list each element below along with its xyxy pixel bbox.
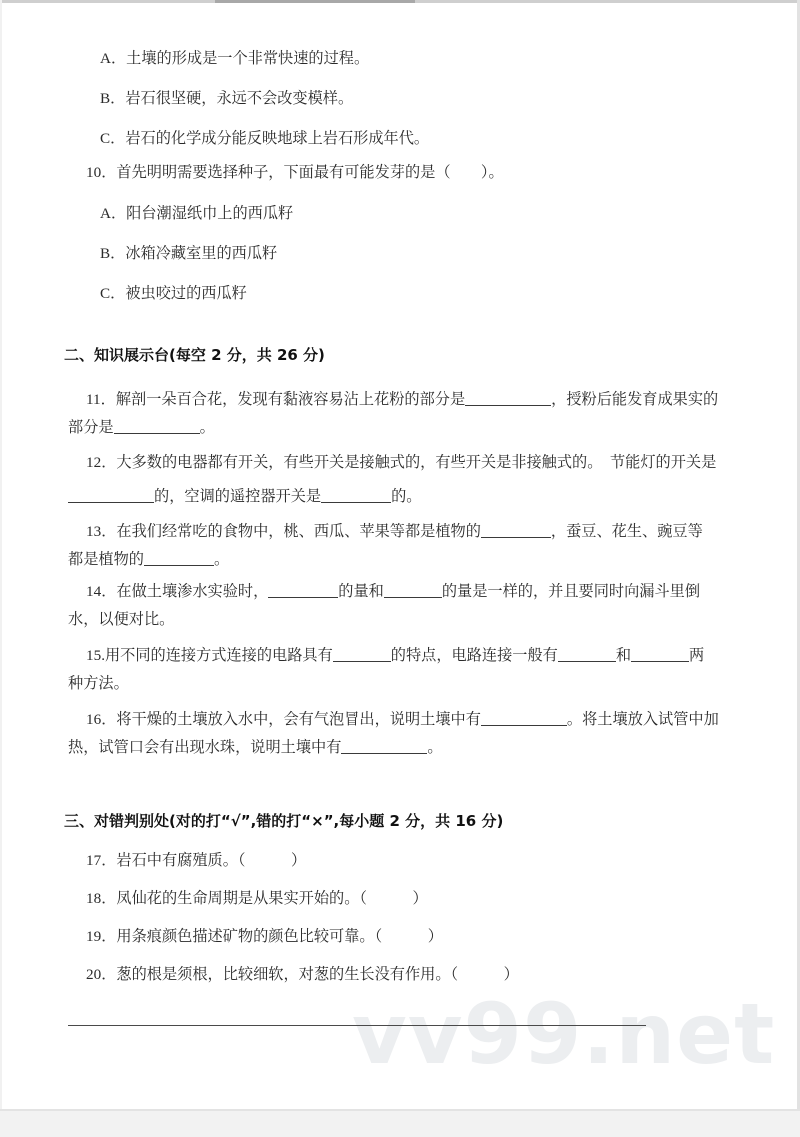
question-16-line1 [86, 709, 719, 730]
answer-blank[interactable] [114, 421, 200, 434]
option-item [100, 48, 369, 69]
watermark: vv99.net [352, 985, 776, 1083]
answer-blank[interactable] [481, 713, 567, 726]
question-13-line2 [68, 549, 229, 570]
page-edge-left [0, 0, 2, 1137]
question-text: ，蚕豆、花生、豌豆等 [550, 523, 703, 540]
question-number: 12． [86, 454, 117, 471]
answer-blank[interactable] [341, 741, 427, 754]
option-item [100, 128, 429, 149]
option-marker: A． [100, 205, 127, 222]
question-number: 19． [86, 928, 117, 945]
question-text: 葱的根是须根，比较细软，对葱的生长没有作用。（ ） [116, 966, 519, 983]
section-heading-2: 二、知识展示台(每空 2 分，共 26 分) [64, 346, 325, 364]
option-text: 冰箱冷藏室里的西瓜籽 [125, 245, 278, 262]
option-text: 岩石很坚硬，永远不会改变模样。 [125, 90, 354, 107]
question-number: 17． [86, 852, 117, 869]
option-text: 土壤的形成是一个非常快速的过程。 [126, 50, 370, 67]
question-text: 的量和 [338, 583, 384, 600]
question-10 [86, 162, 504, 183]
question-text: 的。 [391, 488, 422, 505]
question-number: 16． [86, 711, 117, 728]
question-text: 水，以便对比。 [68, 611, 175, 628]
question-text: 两 [689, 647, 705, 664]
question-text: ，授粉后能发育成果实的 [551, 391, 719, 408]
section-heading-3: 三、对错判别处(对的打“√”,错的打“×”,每小题 2 分，共 16 分) [64, 812, 504, 830]
question-text: 和 [615, 647, 632, 664]
answer-blank[interactable] [144, 553, 214, 566]
question-16-line2 [68, 737, 443, 758]
answer-blank[interactable] [321, 490, 391, 503]
question-text: 的量是一样的，并且要同时向漏斗里倒 [441, 583, 700, 600]
question-text: 大多数的电器都有开关，有些开关是接触式的，有些开关是非接触式的。 节能灯的开关是 [116, 454, 717, 471]
answer-blank[interactable] [481, 525, 551, 538]
question-number: 18． [86, 890, 117, 907]
question-text: 的，空调的遥控器开关是 [154, 488, 322, 505]
question-text: 种方法。 [68, 675, 129, 692]
answer-blank[interactable] [68, 490, 154, 503]
question-text: 用条痕颜色描述矿物的颜色比较可靠。（ ） [116, 928, 443, 945]
question-text: 解剖一朵百合花，发现有黏液容易沾上花粉的部分是 [115, 391, 466, 408]
question-12-line2 [68, 486, 421, 507]
question-20 [86, 964, 519, 985]
option-item [100, 203, 293, 224]
option-marker: B． [100, 90, 126, 107]
question-13-line1 [86, 521, 703, 542]
option-item [100, 88, 353, 109]
horizontal-rule [68, 1025, 646, 1026]
question-text: 在做土壤渗水实验时， [116, 583, 269, 600]
page-edge-bottom [0, 1111, 800, 1137]
question-17 [86, 850, 306, 871]
option-marker: A． [100, 50, 127, 67]
question-text: 在我们经常吃的食物中，桃、西瓜、苹果等都是植物的 [116, 523, 481, 540]
question-18 [86, 888, 428, 909]
question-text: 凤仙花的生命周期是从果实开始的。（ ） [116, 890, 428, 907]
question-text: 将干燥的土壤放入水中，会有气泡冒出，说明土壤中有 [116, 711, 481, 728]
question-text: 。将土壤放入试管中加 [566, 711, 719, 728]
question-number: 11． [86, 391, 116, 408]
option-item [100, 243, 277, 264]
option-text: 被虫咬过的西瓜籽 [125, 285, 247, 302]
question-11-line1 [86, 389, 718, 410]
answer-blank[interactable] [333, 649, 391, 662]
question-number: 10． [86, 164, 117, 181]
question-14-line1 [86, 581, 700, 602]
answer-blank[interactable] [384, 585, 442, 598]
option-marker: B． [100, 245, 126, 262]
question-number: 15. [86, 647, 105, 664]
question-text: 部分是 [68, 419, 114, 436]
question-text: 岩石中有腐殖质。（ ） [116, 852, 307, 869]
option-item [100, 283, 247, 304]
question-number: 20． [86, 966, 117, 983]
question-stem: 首先明明需要选择种子，下面最有可能发芽的是（ ）。 [116, 164, 504, 181]
answer-blank[interactable] [268, 585, 338, 598]
question-number: 13． [86, 523, 117, 540]
question-15-line1 [86, 645, 704, 666]
question-text: 用不同的连接方式连接的电路具有 [104, 647, 333, 664]
question-text: 都是植物的 [68, 551, 144, 568]
question-15-line2 [68, 673, 129, 694]
question-number: 14． [86, 583, 117, 600]
question-19 [86, 926, 443, 947]
question-11-line2 [68, 417, 215, 438]
question-text: 。 [427, 739, 443, 756]
question-text: 的特点，电路连接一般有 [390, 647, 558, 664]
question-text: 。 [199, 419, 215, 436]
page-edge-top-shadow [215, 0, 415, 3]
option-text: 岩石的化学成分能反映地球上岩石形成年代。 [125, 130, 430, 147]
option-marker: C． [100, 130, 126, 147]
question-text: 。 [213, 551, 230, 568]
question-text: 热，试管口会有出现水珠，说明土壤中有 [68, 739, 342, 756]
question-12-line1 [86, 452, 716, 473]
option-marker: C． [100, 285, 126, 302]
answer-blank[interactable] [631, 649, 689, 662]
question-14-line2 [68, 609, 174, 630]
answer-blank[interactable] [465, 393, 551, 406]
option-text: 阳台潮湿纸巾上的西瓜籽 [126, 205, 294, 222]
answer-blank[interactable] [558, 649, 616, 662]
